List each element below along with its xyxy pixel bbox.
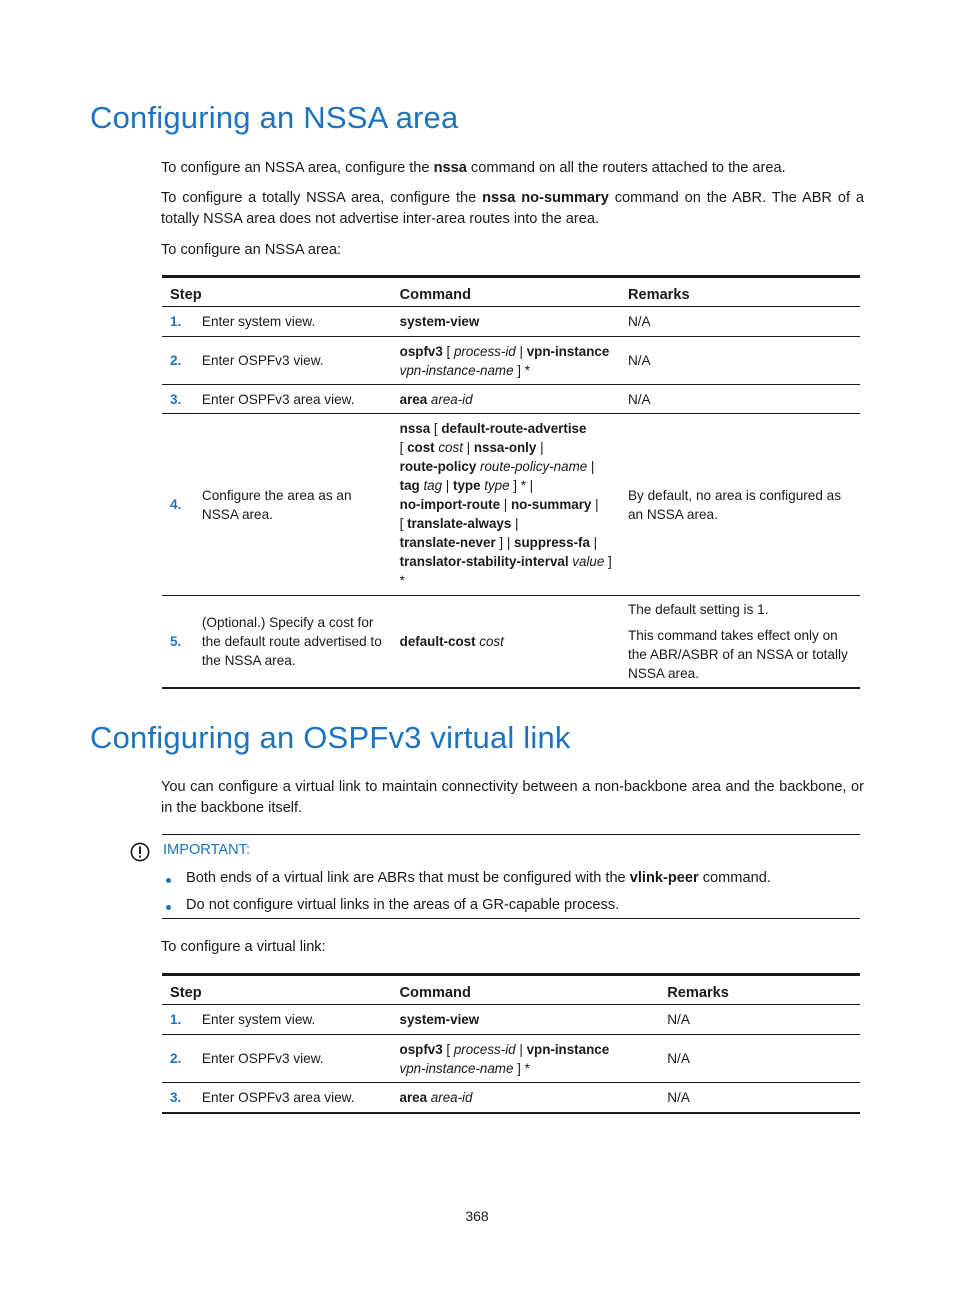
step-description: (Optional.) Specify a cost for the default route advertised to the NSSA area. [194,596,392,689]
header-remarks: Remarks [620,277,860,307]
cmd-text: | [536,440,544,455]
step-number: 5. [162,596,194,689]
cmd-text: | [587,459,595,474]
cmd-text: | [511,516,519,531]
step-number: 3. [162,385,194,414]
cmd-arg: process-id [453,1041,516,1057]
cmd-keyword: cost [407,440,435,455]
header-command: Command [392,975,660,1005]
header-command: Command [392,277,620,307]
cmd-arg: route-policy-name [476,459,588,474]
table-row [162,337,860,385]
cmd-arg: type [480,478,510,493]
remark-line: This command takes effect only on the ABR/ASBR of an NSSA or totally NSSA area. [627,628,848,681]
table-header-row [162,975,860,1005]
cmd-keyword: area [399,391,428,407]
important-bullet-1 [186,870,771,886]
step-number: 2. [162,337,194,385]
step-command [392,596,620,689]
cmd-keyword: route-policy [399,459,477,474]
cmd-keyword: vpn-instance [526,1041,610,1057]
cmd-arg: value [568,554,605,569]
step-description: Enter OSPFv3 view. [194,337,392,385]
step-remarks: N/A [620,307,860,337]
cmd-keyword: translate-always [407,516,512,531]
keyword: nssa [433,160,467,176]
cmd-keyword: default-route-advertise [441,421,587,436]
step-number: 3. [162,1083,194,1113]
remark-line: The default setting is 1. [627,602,769,617]
keyword: nssa no-summary [482,190,609,206]
table-row [162,1083,860,1113]
text: Both ends of a virtual link are ABRs that must be configured with the [186,870,630,886]
cmd-keyword: no-import-route [399,497,501,512]
table-row [162,596,860,689]
header-remarks: Remarks [659,975,860,1005]
cmd-text: | [500,497,511,512]
cmd-text: ] * [513,362,530,378]
step-number: 1. [162,1005,194,1035]
cmd-text: ] * | [509,478,534,493]
step-remarks: By default, no area is configured as an NSSA area. [620,414,860,596]
step-remarks: N/A [620,385,860,414]
important-bullet-2: Do not configure virtual links in the areas of a GR-capable process. [186,897,620,913]
text: To configure a totally NSSA area, configure the [161,190,483,206]
cmd-arg: area-id [427,1089,473,1105]
cmd-arg: vpn-instance-name [399,1060,514,1076]
table-row [162,1035,860,1083]
nssa-steps-table [162,275,860,689]
cmd-keyword: ospfv3 [399,343,443,359]
cmd-keyword: default-cost [399,634,476,649]
cmd-text: | [442,478,453,493]
cmd-keyword: system-view [399,1012,480,1027]
keyword: vlink-peer [629,870,699,886]
cmd-arg: area-id [427,391,473,407]
bullet-dot [166,878,171,883]
table-header-row [162,277,860,307]
step-command [392,1005,660,1035]
step-command [392,337,620,385]
warning-icon [130,842,150,862]
virtual-link-intro-paragraph: You can configure a virtual link to maintain connectivity between a non-backbone area and the backbone, or in the backbone itself. [161,779,864,816]
cmd-text: [ [430,421,442,436]
cmd-arg: cost [434,440,463,455]
text: command. [698,870,771,886]
cmd-arg: process-id [453,343,516,359]
cmd-arg: tag [419,478,443,493]
cmd-text: | [589,535,598,550]
cmd-text: | [515,343,527,359]
table-row [162,307,860,337]
cmd-keyword: translate-never [399,535,496,550]
cmd-text: [ [399,440,408,455]
cmd-keyword: suppress-fa [514,535,590,550]
step-command [392,307,620,337]
table-row [162,414,860,596]
step-command [392,414,620,596]
cmd-text: * [399,573,405,588]
cmd-keyword: type [453,478,481,493]
step-remarks: N/A [659,1035,860,1083]
table-row [162,385,860,414]
step-description: Configure the area as an NSSA area. [194,414,392,596]
text: command on all the routers attached to the area. [466,160,786,176]
cmd-keyword: tag [399,478,420,493]
cmd-keyword: area [399,1089,428,1105]
step-number: 4. [162,414,194,596]
cmd-arg: cost [475,634,504,649]
step-remarks [620,596,860,689]
step-number: 2. [162,1035,194,1083]
table-row [162,1005,860,1035]
cmd-keyword: no-summary [510,497,592,512]
cmd-keyword: nssa-only [473,440,537,455]
cmd-keyword: ospfv3 [399,1041,443,1057]
virtual-link-steps-table [162,973,860,1114]
cmd-text: ] * [513,1060,530,1076]
cmd-text: ] [604,554,612,569]
cmd-text: [ [442,343,454,359]
cmd-keyword: system-view [399,314,480,329]
step-command [392,385,620,414]
virtual-link-table-lead: To configure a virtual link: [161,939,326,955]
step-remarks: N/A [659,1083,860,1113]
step-description: Enter OSPFv3 view. [194,1035,392,1083]
cmd-keyword: translator-stability-interval [399,554,569,569]
cmd-keyword: vpn-instance [526,343,610,359]
section-title-virtual-link: Configuring an OSPFv3 virtual link [90,720,571,755]
text: command on the ABR. The ABR of a totally NSSA area does not advertise inter-area routes into the area. [161,190,864,227]
step-remarks: N/A [659,1005,860,1035]
cmd-text: | [462,440,474,455]
header-step: Step [162,975,392,1005]
step-description: Enter system view. [194,1005,392,1035]
cmd-text: [ [399,516,408,531]
nssa-table-lead: To configure an NSSA area: [161,242,342,258]
cmd-text: ] | [495,535,515,550]
cmd-text: [ [442,1041,454,1057]
step-remarks: N/A [620,337,860,385]
cmd-arg: vpn-instance-name [399,362,514,378]
step-command [392,1035,660,1083]
step-number: 1. [162,307,194,337]
important-label: IMPORTANT: [163,842,251,858]
text: To configure an NSSA area, configure the [161,160,434,176]
step-command [392,1083,660,1113]
section-title-nssa: Configuring an NSSA area [90,100,459,135]
nssa-intro-paragraph [161,158,864,179]
cmd-text: | [515,1041,527,1057]
page-number: 368 [465,1208,489,1224]
cmd-keyword: nssa [399,421,431,436]
step-description: Enter system view. [194,307,392,337]
header-step: Step [162,277,392,307]
totally-nssa-paragraph [161,188,864,230]
cmd-text: | [591,497,599,512]
bullet-dot [166,905,171,910]
step-description: Enter OSPFv3 area view. [194,1083,392,1113]
step-description: Enter OSPFv3 area view. [194,385,392,414]
